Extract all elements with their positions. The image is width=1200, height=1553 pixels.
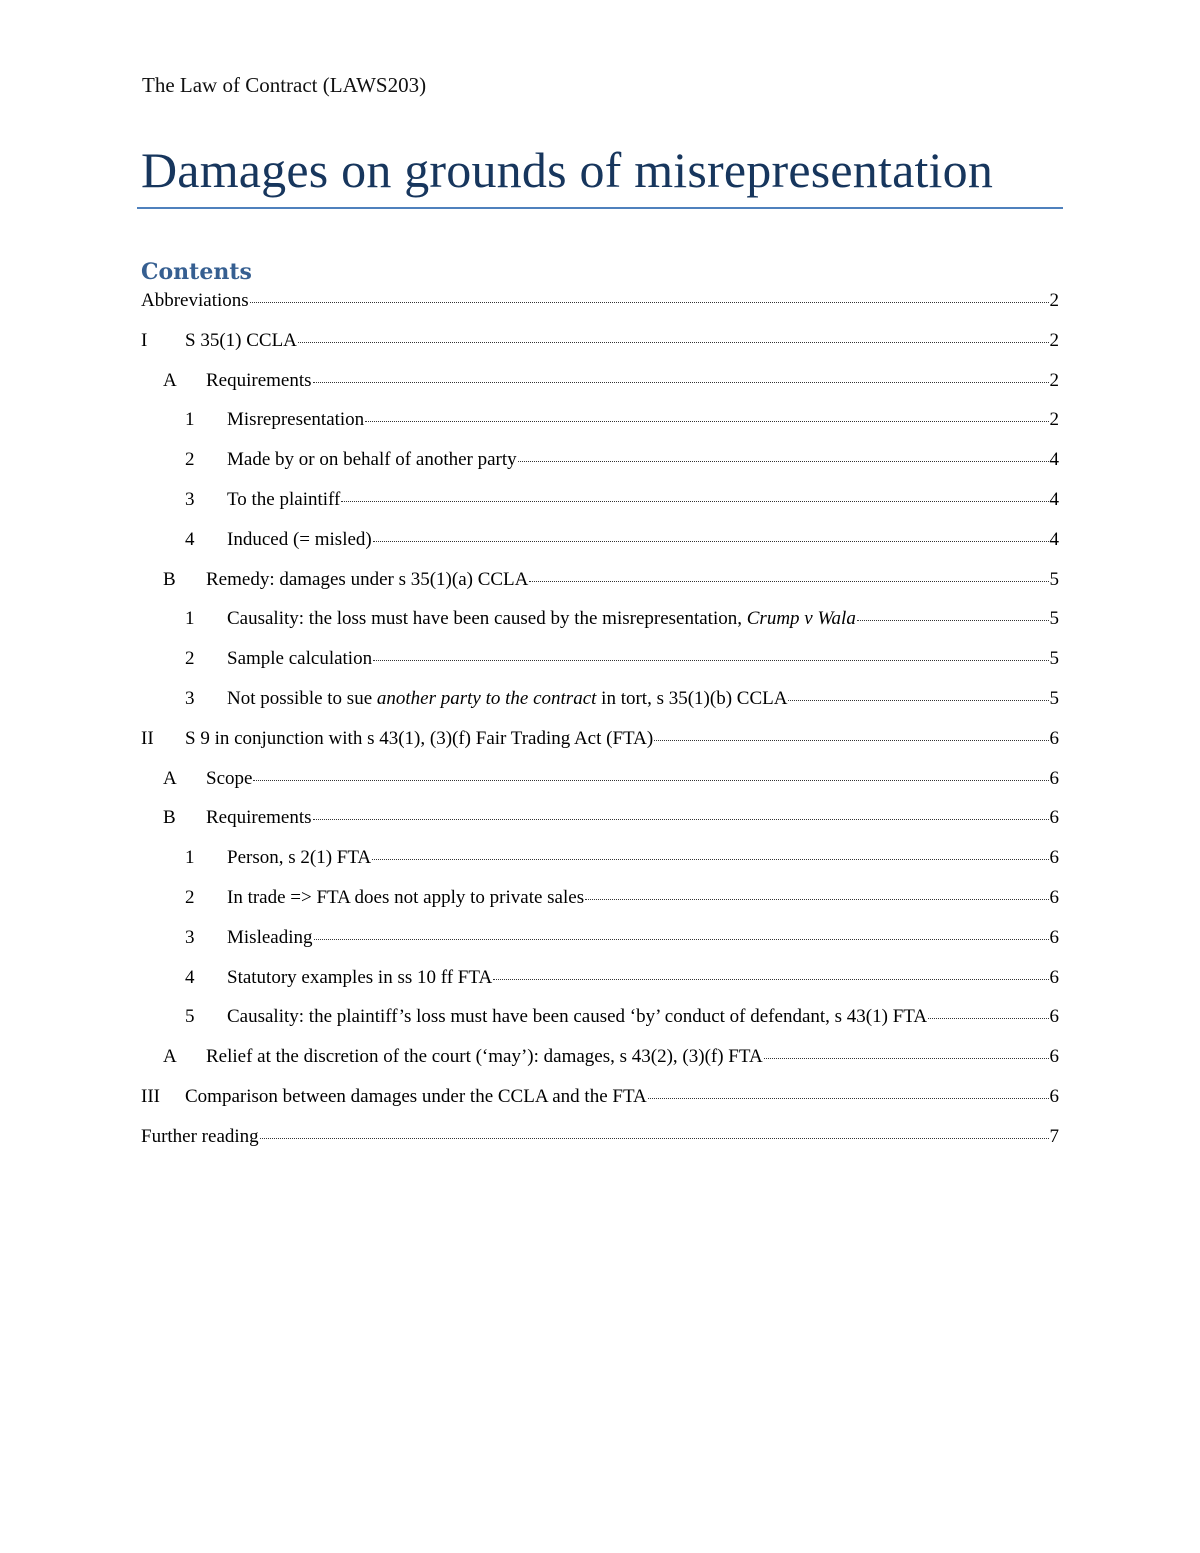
toc-entry[interactable] <box>141 927 1059 959</box>
toc-dot-leader <box>260 1137 1049 1139</box>
toc-entry-label-part: Requirements <box>206 807 312 829</box>
toc-entry-label <box>227 489 340 511</box>
toc-dot-leader <box>372 858 1048 860</box>
toc-entry[interactable] <box>141 529 1059 561</box>
toc-entry-label-part: Abbreviations <box>141 290 249 311</box>
toc-entry-label <box>185 1086 647 1108</box>
toc-entry-number: 2 <box>185 887 195 908</box>
toc-entry[interactable] <box>141 409 1059 441</box>
toc-entry-number: A <box>163 1046 177 1068</box>
toc-entry-number: A <box>163 767 177 789</box>
toc-entry-label <box>227 529 372 551</box>
toc-dot-leader <box>298 341 1049 343</box>
toc-entry[interactable] <box>141 1086 1059 1118</box>
toc-entry-label <box>206 807 312 829</box>
toc-entry-label <box>227 887 584 909</box>
toc-entry[interactable] <box>141 489 1059 521</box>
toc-dot-leader <box>764 1057 1049 1059</box>
toc-page-number: 6 <box>1049 966 1059 988</box>
toc-entry-label-part: Causality: the plaintiff’s loss must have been caused ‘by’ conduct of defendant, s 43(1) FTA <box>227 1006 928 1028</box>
running-header: The Law of Contract (LAWS203) <box>142 73 427 97</box>
toc-entry-label <box>227 648 372 670</box>
toc-page-number: 6 <box>1049 767 1059 789</box>
toc-dot-leader <box>314 938 1049 940</box>
toc-entry-label-part: Misrepresentation <box>227 409 365 431</box>
toc-page-number: 6 <box>1049 807 1059 829</box>
toc-dot-leader <box>313 818 1049 820</box>
toc-entry[interactable] <box>141 608 1059 640</box>
toc-entry[interactable] <box>141 569 1059 601</box>
toc-dot-leader <box>928 1017 1048 1019</box>
toc-entry-number: III <box>141 1086 160 1107</box>
toc-entry[interactable] <box>141 807 1059 839</box>
toc-entry[interactable] <box>141 768 1059 800</box>
toc-page-number: 6 <box>1049 847 1059 869</box>
toc-entry-number: 4 <box>185 966 195 988</box>
toc-dot-leader <box>365 420 1048 422</box>
toc-page-number: 4 <box>1049 528 1059 550</box>
toc-entry-number: 1 <box>185 847 195 869</box>
toc-dot-leader <box>529 580 1048 582</box>
toc-entry-label-part: Statutory examples in ss 10 ff FTA <box>227 966 493 988</box>
toc-entry-number: A <box>163 369 177 391</box>
toc-page-number: 2 <box>1049 290 1059 311</box>
toc-page-number: 7 <box>1049 1125 1059 1147</box>
toc-page-number: 5 <box>1049 688 1059 709</box>
toc-dot-leader <box>313 381 1049 383</box>
toc-entry-label-part: Scope <box>206 767 253 789</box>
toc-dot-leader <box>857 619 1049 621</box>
toc-dot-leader <box>373 540 1049 542</box>
toc-entry-number: 1 <box>185 608 195 630</box>
toc-entry-label <box>185 330 297 352</box>
toc-entry-number: 4 <box>185 528 195 550</box>
toc-page-number: 2 <box>1049 329 1059 351</box>
toc-entry-label-part: in tort, s 35(1)(b) CCLA <box>596 688 788 709</box>
toc-dot-leader <box>585 898 1048 900</box>
toc-entry[interactable] <box>141 1006 1059 1038</box>
toc-entry-label <box>206 1046 763 1068</box>
toc-entry[interactable] <box>141 1046 1059 1078</box>
toc-entry-label <box>227 847 371 869</box>
toc-entry-label-part: Relief at the discretion of the court (‘may’): damages, s 43(2), (3)(f) FTA <box>206 1046 763 1068</box>
toc-heading: Contents <box>141 259 252 285</box>
toc-page-number: 2 <box>1049 369 1059 391</box>
toc-entry-label <box>227 608 856 630</box>
toc-entry[interactable] <box>141 967 1059 999</box>
toc-entry-label-part: Misleading <box>227 926 313 948</box>
toc-entry-label <box>206 768 252 790</box>
toc-entry-label <box>227 927 313 949</box>
toc-entry[interactable] <box>141 290 1059 322</box>
toc-entry-label <box>227 409 364 431</box>
toc-page-number: 6 <box>1049 887 1059 908</box>
toc-page-number: 2 <box>1049 409 1059 431</box>
toc-page-number: 6 <box>1049 926 1059 948</box>
toc-entry[interactable] <box>141 449 1059 481</box>
toc-entry-label <box>227 967 492 989</box>
toc-entry-label <box>141 1126 259 1148</box>
toc-entry-label-part: Further reading <box>141 1125 259 1147</box>
toc-page-number: 5 <box>1049 608 1059 630</box>
toc-dot-leader <box>250 301 1049 303</box>
document-title: Damages on grounds of misrepresentation <box>141 142 994 198</box>
toc-entry-label-part: Made by or on behalf of another party <box>227 449 517 471</box>
toc-dot-leader <box>253 779 1048 781</box>
toc-entry[interactable] <box>141 847 1059 879</box>
toc-dot-leader <box>788 699 1048 701</box>
toc-entry-label-part: In trade => FTA does not apply to private sales <box>227 887 585 908</box>
toc-entry[interactable] <box>141 370 1059 402</box>
toc-entry-label-part: To the plaintiff <box>227 489 341 510</box>
toc-page-number: 5 <box>1049 568 1059 590</box>
toc-entry-label-part: Causality: the loss must have been caused by the misrepresentation, <box>227 608 747 630</box>
toc-page-number: 6 <box>1049 1046 1059 1068</box>
toc-dot-leader <box>654 739 1048 741</box>
toc-entry-number: 2 <box>185 449 195 471</box>
toc-entry-label <box>185 728 653 750</box>
toc-page-number: 6 <box>1049 727 1059 749</box>
toc-entry[interactable] <box>141 1126 1059 1158</box>
toc-page-number: 4 <box>1049 489 1059 510</box>
toc-entry-label-part: S 9 in conjunction with s 43(1), (3)(f) Fair Trading Act (FTA) <box>185 727 654 749</box>
toc-entry-label <box>206 569 528 591</box>
toc-page-number: 4 <box>1049 449 1059 471</box>
title-underline <box>137 207 1063 209</box>
toc-entry-number: B <box>163 807 176 829</box>
toc-entry[interactable] <box>141 887 1059 919</box>
toc-entry-label-part: Comparison between damages under the CCLA and the FTA <box>185 1086 647 1107</box>
toc-entry[interactable] <box>141 648 1059 680</box>
toc-entry[interactable] <box>141 330 1059 362</box>
toc-entry-label-part: Not possible to sue <box>227 688 377 709</box>
toc-entry-label-part: Sample calculation <box>227 648 373 670</box>
toc-entry-number: 3 <box>185 688 195 709</box>
toc-entry-number: 3 <box>185 926 195 948</box>
toc-entry-number: 1 <box>185 409 195 431</box>
toc-page-number: 6 <box>1049 1006 1059 1028</box>
toc-entry-number: I <box>141 329 148 351</box>
toc-dot-leader <box>648 1097 1049 1099</box>
toc-entry-number: B <box>163 568 176 590</box>
toc-dot-leader <box>518 460 1049 462</box>
toc-entry-number: 2 <box>185 648 195 670</box>
toc-entry-label-part: Person, s 2(1) FTA <box>227 847 372 869</box>
toc-entry-label-part: Crump v Wala <box>746 608 856 630</box>
toc-entry-label-part: another party to the contract <box>376 688 597 709</box>
toc-entry-number: 5 <box>185 1006 195 1028</box>
toc-entry-label <box>141 290 249 312</box>
toc-entry[interactable] <box>141 688 1059 720</box>
toc-entry-label <box>227 1006 927 1028</box>
toc-entry-label-part: S 35(1) CCLA <box>185 329 297 351</box>
toc-dot-leader <box>493 978 1048 980</box>
toc-dot-leader <box>373 659 1048 661</box>
toc-entry[interactable] <box>141 728 1059 760</box>
toc-entry-label <box>206 370 312 392</box>
toc-entry-label-part: Induced (= misled) <box>227 528 372 550</box>
toc-entry-label-part: Remedy: damages under s 35(1)(a) CCLA <box>206 568 529 590</box>
toc-entry-label <box>227 449 517 471</box>
toc-entry-number: 3 <box>185 489 195 510</box>
toc-entry-label <box>227 688 787 710</box>
toc-page-number: 5 <box>1049 648 1059 670</box>
toc-entry-label-part: Requirements <box>206 369 312 391</box>
toc-page-number: 6 <box>1049 1086 1059 1107</box>
toc-dot-leader <box>341 500 1048 502</box>
toc-entry-number: II <box>141 727 154 749</box>
